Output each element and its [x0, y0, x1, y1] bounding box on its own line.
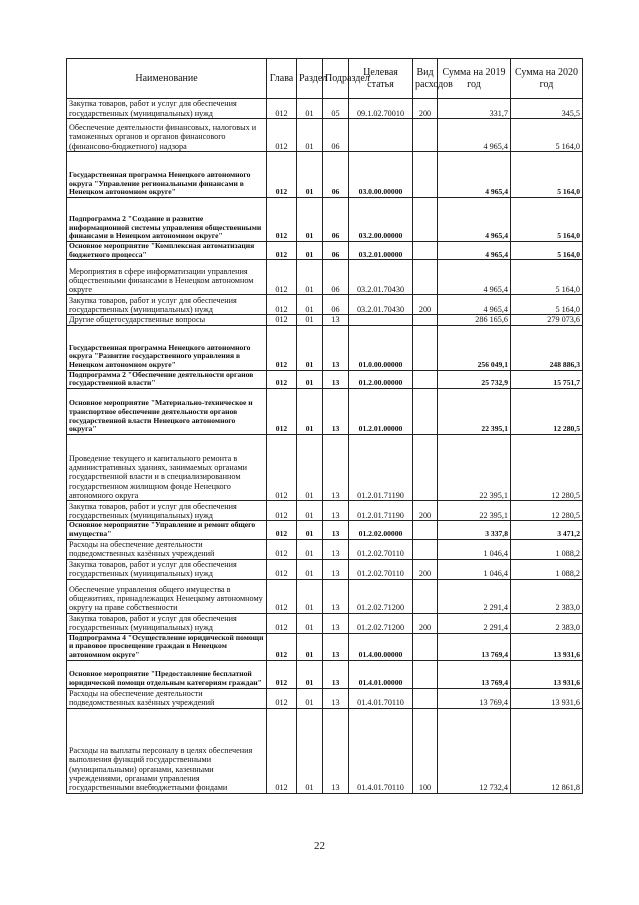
row-sum-2020: 279 073,6 — [511, 315, 583, 325]
row-vid — [413, 370, 438, 388]
header-sum-2020: Сумма на 2020 год — [511, 59, 583, 99]
row-glava: 012 — [267, 119, 297, 152]
row-vid — [413, 119, 438, 152]
row-celevaya: 01.2.00.00000 — [349, 370, 413, 388]
row-sum-2019: 4 965,4 — [438, 295, 511, 315]
row-podrazdel: 13 — [323, 370, 349, 388]
row-name: Основное мероприятие "Материально-техническое и транспортное обеспечение деятельности органов государственной власти Ненецкого автономного округа" — [67, 389, 267, 435]
table-row — [67, 152, 583, 198]
row-name: Закупка товаров, работ и услуг для обеспечения государственных (муниципальных) нужд — [67, 501, 267, 521]
row-razdel: 01 — [297, 521, 323, 539]
row-glava: 012 — [267, 370, 297, 388]
row-razdel: 01 — [297, 198, 323, 242]
row-razdel: 01 — [297, 559, 323, 579]
row-sum-2020: 2 383,0 — [511, 613, 583, 633]
table-row — [67, 559, 583, 579]
row-podrazdel: 06 — [323, 119, 349, 152]
row-podrazdel: 13 — [323, 660, 349, 688]
table-row — [67, 613, 583, 633]
header-vid: Вид расходов — [413, 59, 438, 99]
row-glava: 012 — [267, 521, 297, 539]
row-name: Проведение текущего и капитального ремонта в административных зданиях, занимаемых органами государственной власти и в специализированном государственном жилищном фонде Ненецкого автономного округа — [67, 435, 267, 501]
row-razdel: 01 — [297, 99, 323, 119]
row-sum-2019: 286 165,6 — [438, 315, 511, 325]
row-name: Подпрограмма 2 "Создание и развитие информационной системы управления общественными финансами в Ненецком автономном округе" — [67, 198, 267, 242]
table-row — [67, 315, 583, 325]
table-row — [67, 539, 583, 559]
row-glava: 012 — [267, 389, 297, 435]
table-row — [67, 295, 583, 315]
row-name: Закупка товаров, работ и услуг для обеспечения государственных (муниципальных) нужд — [67, 295, 267, 315]
row-sum-2019: 4 965,4 — [438, 242, 511, 260]
row-razdel: 01 — [297, 579, 323, 613]
table-row — [67, 501, 583, 521]
row-razdel: 01 — [297, 660, 323, 688]
row-sum-2019: 1 046,4 — [438, 559, 511, 579]
row-vid — [413, 539, 438, 559]
row-celevaya: 01.4.01.70110 — [349, 708, 413, 793]
row-sum-2019: 12 732,4 — [438, 708, 511, 793]
row-vid — [413, 633, 438, 660]
row-glava: 012 — [267, 579, 297, 613]
row-celevaya: 01.2.02.70110 — [349, 539, 413, 559]
header-razdel: Раздел — [297, 59, 323, 99]
table-row — [67, 389, 583, 435]
row-celevaya — [349, 315, 413, 325]
row-name: Обеспечение управления общего имущества в общежитиях, принадлежащих Ненецкому автономному округу на праве собственности — [67, 579, 267, 613]
row-glava: 012 — [267, 242, 297, 260]
row-name: Другие общегосударственные вопросы — [67, 315, 267, 325]
table-row — [67, 579, 583, 613]
row-name: Расходы на обеспечение деятельности подведомственных казённых учреждений — [67, 539, 267, 559]
row-sum-2019: 331,7 — [438, 99, 511, 119]
row-name: Основное мероприятие "Управление и ремонт общего имущества" — [67, 521, 267, 539]
row-vid — [413, 389, 438, 435]
row-razdel: 01 — [297, 260, 323, 295]
row-razdel: 01 — [297, 435, 323, 501]
row-celevaya: 01.4.01.00000 — [349, 660, 413, 688]
row-razdel: 01 — [297, 688, 323, 708]
row-podrazdel: 13 — [323, 688, 349, 708]
row-name: Подпрограмма 4 "Осуществление юридической помощи и правовое просвещение граждан в Ненецком автономном округе" — [67, 633, 267, 660]
row-celevaya: 01.2.02.71200 — [349, 579, 413, 613]
row-podrazdel: 13 — [323, 389, 349, 435]
row-glava: 012 — [267, 325, 297, 370]
row-sum-2019: 22 395,1 — [438, 389, 511, 435]
row-sum-2020: 13 931,6 — [511, 660, 583, 688]
row-vid — [413, 242, 438, 260]
row-podrazdel: 06 — [323, 242, 349, 260]
row-celevaya: 01.2.02.00000 — [349, 521, 413, 539]
table-row — [67, 99, 583, 119]
row-sum-2020: 345,5 — [511, 99, 583, 119]
row-sum-2020: 5 164,0 — [511, 119, 583, 152]
row-sum-2019: 22 395,1 — [438, 501, 511, 521]
row-vid: 100 — [413, 708, 438, 793]
row-vid — [413, 435, 438, 501]
row-razdel: 01 — [297, 242, 323, 260]
row-glava: 012 — [267, 295, 297, 315]
row-razdel: 01 — [297, 708, 323, 793]
row-celevaya: 01.2.01.00000 — [349, 389, 413, 435]
row-sum-2020: 13 931,6 — [511, 688, 583, 708]
row-glava: 012 — [267, 708, 297, 793]
row-sum-2020: 12 280,5 — [511, 389, 583, 435]
row-podrazdel: 13 — [323, 325, 349, 370]
row-vid — [413, 152, 438, 198]
row-vid: 200 — [413, 559, 438, 579]
row-vid — [413, 579, 438, 613]
row-podrazdel: 13 — [323, 633, 349, 660]
header-glava: Глава — [267, 59, 297, 99]
row-celevaya: 03.2.01.70430 — [349, 295, 413, 315]
row-celevaya: 01.0.00.00000 — [349, 325, 413, 370]
table-row — [67, 370, 583, 388]
row-name: Расходы на выплаты персоналу в целях обеспечения выполнения функций государственными (муниципальными) органами, казенными учреждениями, органами управления государственными внебюджетными фондами — [67, 708, 267, 793]
row-razdel: 01 — [297, 152, 323, 198]
row-podrazdel: 13 — [323, 435, 349, 501]
row-sum-2020: 5 164,0 — [511, 198, 583, 242]
row-razdel: 01 — [297, 295, 323, 315]
row-razdel: 01 — [297, 370, 323, 388]
row-razdel: 01 — [297, 389, 323, 435]
row-name: Мероприятия в сфере информатизации управления общественными финансами в Ненецком автономном округе — [67, 260, 267, 295]
row-vid: 200 — [413, 99, 438, 119]
row-vid — [413, 660, 438, 688]
row-name: Основное мероприятие "Комплексная автоматизация бюджетного процесса" — [67, 242, 267, 260]
row-vid — [413, 325, 438, 370]
row-podrazdel: 13 — [323, 521, 349, 539]
row-glava: 012 — [267, 99, 297, 119]
row-glava: 012 — [267, 688, 297, 708]
table-row — [67, 660, 583, 688]
row-podrazdel: 13 — [323, 579, 349, 613]
row-vid — [413, 315, 438, 325]
row-sum-2019: 256 049,1 — [438, 325, 511, 370]
row-podrazdel: 13 — [323, 539, 349, 559]
row-celevaya: 03.2.01.70430 — [349, 260, 413, 295]
row-sum-2020: 5 164,0 — [511, 152, 583, 198]
row-razdel: 01 — [297, 539, 323, 559]
header-celevaya: Целевая статья — [349, 59, 413, 99]
row-razdel: 01 — [297, 315, 323, 325]
table-row — [67, 633, 583, 660]
row-razdel: 01 — [297, 325, 323, 370]
row-podrazdel: 06 — [323, 260, 349, 295]
row-celevaya: 01.4.01.70110 — [349, 688, 413, 708]
table-header-row — [67, 59, 583, 99]
row-glava: 012 — [267, 435, 297, 501]
row-podrazdel: 13 — [323, 708, 349, 793]
header-podrazdel: Подраздел — [323, 59, 349, 99]
header-sum-2019: Сумма на 2019 год — [438, 59, 511, 99]
row-sum-2019: 13 769,4 — [438, 688, 511, 708]
row-vid — [413, 688, 438, 708]
row-sum-2020: 2 383,0 — [511, 579, 583, 613]
row-sum-2020: 1 088,2 — [511, 539, 583, 559]
row-glava: 012 — [267, 260, 297, 295]
table-row — [67, 119, 583, 152]
row-razdel: 01 — [297, 119, 323, 152]
table-row — [67, 198, 583, 242]
row-vid — [413, 198, 438, 242]
row-sum-2019: 25 732,9 — [438, 370, 511, 388]
row-sum-2019: 3 337,8 — [438, 521, 511, 539]
row-glava: 012 — [267, 152, 297, 198]
row-celevaya: 09.1.02.70010 — [349, 99, 413, 119]
table-row — [67, 260, 583, 295]
row-name: Основное мероприятие "Предоставление бесплатной юридической помощи отдельным категориям граждан" — [67, 660, 267, 688]
row-sum-2020: 15 751,7 — [511, 370, 583, 388]
row-razdel: 01 — [297, 633, 323, 660]
row-sum-2020: 1 088,2 — [511, 559, 583, 579]
row-celevaya: 01.2.01.71190 — [349, 501, 413, 521]
row-sum-2019: 4 965,4 — [438, 119, 511, 152]
row-name: Расходы на обеспечение деятельности подведомственных казённых учреждений — [67, 688, 267, 708]
row-name: Закупка товаров, работ и услуг для обеспечения государственных (муниципальных) нужд — [67, 99, 267, 119]
row-name: Закупка товаров, работ и услуг для обеспечения государственных (муниципальных) нужд — [67, 613, 267, 633]
row-podrazdel: 06 — [323, 295, 349, 315]
row-sum-2020: 5 164,0 — [511, 260, 583, 295]
row-sum-2020: 5 164,0 — [511, 242, 583, 260]
row-sum-2019: 4 965,4 — [438, 260, 511, 295]
row-sum-2019: 2 291,4 — [438, 579, 511, 613]
budget-table — [66, 58, 583, 794]
row-name: Закупка товаров, работ и услуг для обеспечения государственных (муниципальных) нужд — [67, 559, 267, 579]
row-name: Государственная программа Ненецкого автономного округа "Управление региональными финансами в Ненецком автономном округе" — [67, 152, 267, 198]
row-glava: 012 — [267, 633, 297, 660]
row-celevaya: 03.0.00.00000 — [349, 152, 413, 198]
row-celevaya — [349, 119, 413, 152]
row-podrazdel: 13 — [323, 501, 349, 521]
row-glava: 012 — [267, 559, 297, 579]
row-celevaya: 01.2.02.70110 — [349, 559, 413, 579]
row-glava: 012 — [267, 660, 297, 688]
table-row — [67, 521, 583, 539]
row-glava: 012 — [267, 613, 297, 633]
row-sum-2019: 13 769,4 — [438, 660, 511, 688]
row-glava: 012 — [267, 539, 297, 559]
row-sum-2020: 3 471,2 — [511, 521, 583, 539]
row-name: Обеспечение деятельности финансовых, налоговых и таможенных органов и органов финансового (финансово-бюджетного) надзора — [67, 119, 267, 152]
table-row — [67, 708, 583, 793]
table-row — [67, 435, 583, 501]
row-celevaya: 03.2.00.00000 — [349, 198, 413, 242]
row-sum-2020: 248 886,3 — [511, 325, 583, 370]
row-sum-2019: 4 965,4 — [438, 198, 511, 242]
row-sum-2020: 12 280,5 — [511, 435, 583, 501]
row-vid — [413, 521, 438, 539]
row-glava: 012 — [267, 198, 297, 242]
row-podrazdel: 13 — [323, 559, 349, 579]
header-name: Наименование — [67, 59, 267, 99]
row-podrazdel: 13 — [323, 613, 349, 633]
table-body — [67, 99, 583, 794]
row-celevaya: 01.2.01.71190 — [349, 435, 413, 501]
row-celevaya: 03.2.01.00000 — [349, 242, 413, 260]
row-sum-2020: 12 861,8 — [511, 708, 583, 793]
row-celevaya: 01.2.02.71200 — [349, 613, 413, 633]
row-sum-2019: 22 395,1 — [438, 435, 511, 501]
table-row — [67, 242, 583, 260]
row-razdel: 01 — [297, 501, 323, 521]
row-sum-2019: 4 965,4 — [438, 152, 511, 198]
row-podrazdel: 06 — [323, 152, 349, 198]
row-sum-2020: 5 164,0 — [511, 295, 583, 315]
row-sum-2019: 2 291,4 — [438, 613, 511, 633]
row-glava: 012 — [267, 501, 297, 521]
row-sum-2020: 13 931,6 — [511, 633, 583, 660]
row-glava: 012 — [267, 315, 297, 325]
row-razdel: 01 — [297, 613, 323, 633]
row-celevaya: 01.4.00.00000 — [349, 633, 413, 660]
row-sum-2019: 13 769,4 — [438, 633, 511, 660]
row-vid: 200 — [413, 295, 438, 315]
row-podrazdel: 13 — [323, 315, 349, 325]
row-sum-2020: 12 280,5 — [511, 501, 583, 521]
row-podrazdel: 05 — [323, 99, 349, 119]
row-name: Государственная программа Ненецкого автономного округа "Развитие государственного управления в Ненецком автономном округе" — [67, 325, 267, 370]
row-vid: 200 — [413, 613, 438, 633]
row-vid — [413, 260, 438, 295]
page-number: 22 — [314, 840, 325, 852]
row-podrazdel: 06 — [323, 198, 349, 242]
table-row — [67, 325, 583, 370]
row-vid: 200 — [413, 501, 438, 521]
row-name: Подпрограмма 2 "Обеспечение деятельности органов государственной власти" — [67, 370, 267, 388]
row-sum-2019: 1 046,4 — [438, 539, 511, 559]
table-row — [67, 688, 583, 708]
